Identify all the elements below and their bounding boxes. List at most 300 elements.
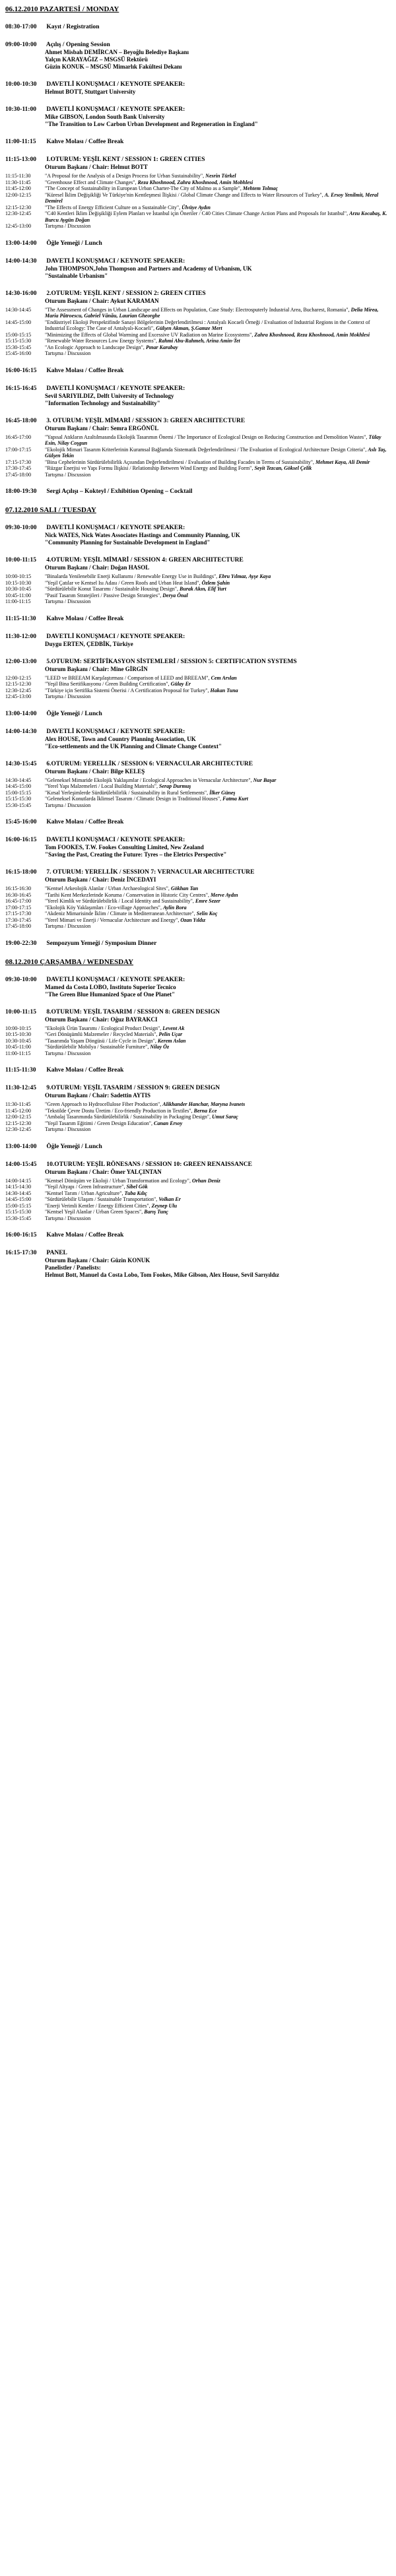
session-chair: Oturum Başkanı / Chair: Mine GİRGİN: [45, 665, 148, 672]
paper-authors: Merve Aydın: [211, 891, 238, 898]
item-heading: [5, 1009, 391, 1016]
item-title: Kayıt / Registration: [46, 24, 100, 30]
session-block: [5, 418, 391, 478]
day-title: 06.12.2010 PAZARTESİ / MONDAY: [5, 5, 119, 13]
item-time: 14:30-16:00: [5, 290, 37, 297]
item-heading: [5, 139, 391, 146]
paper-row: [5, 1108, 391, 1114]
item-time: 09:30-10:00: [5, 525, 37, 531]
paper-title: "LEED ve BREEAM Karşılaştırması / Comparison of LEED and BREEAM",: [45, 674, 211, 681]
paper-time: 15:00-15:15: [5, 331, 32, 338]
paper-authors: Hakan Tuna: [210, 687, 238, 693]
program-item: [5, 1067, 391, 1074]
paper-title: "Ambalaj Tasarımında Sürdürülebilirlik / Sustainability in Packaging Design",: [45, 1114, 213, 1120]
paper-authors: Mehtem Tolmaç: [242, 185, 279, 191]
paper-authors: Nesrin Türkel: [205, 173, 236, 179]
paper-row: [5, 688, 391, 694]
item-time: 16:15-16:45: [5, 385, 37, 392]
item-time: 12:00-13:00: [5, 658, 37, 665]
session-chair: Oturum Başkanı / Chair: Güzin KONUK: [45, 1257, 150, 1264]
paper-time: 15:15-15:30: [5, 1209, 32, 1215]
paper-time: 17:15-17:30: [5, 911, 32, 917]
paper-authors: Nur Başar: [253, 777, 277, 783]
paper-title: "Renewable Water Resources Low Energy Systems",: [45, 338, 158, 344]
paper-row: [5, 693, 391, 700]
speaker-line: John THOMPSON,John Thompson and Partners and Academy of Urbanism, UK: [45, 265, 252, 272]
paper-desc: [45, 465, 391, 472]
paper-title: "Yeşil Altyapı / Green Infrastructure",: [45, 1184, 127, 1190]
session-chair: Oturum Başkanı / Chair: Semra ERGÖNÜL: [45, 424, 159, 432]
paper-authors: Kerem Aslan: [157, 1037, 186, 1044]
paper-desc: [45, 447, 391, 459]
paper-row: [5, 173, 391, 179]
paper-row: [5, 344, 391, 351]
paper-desc: [45, 802, 391, 809]
speaker-line: Ahmet Misbah DEMİRCAN – Beyoğlu Belediye Başkanı: [45, 49, 189, 55]
paper-authors: A. Ersoy Yenilmit, Meral Demirel: [45, 191, 379, 204]
paper-row: [5, 1196, 391, 1203]
day-title: 07.12.2010 SALI / TUESDAY: [5, 506, 96, 514]
item-heading: [5, 869, 391, 876]
item-heading: [5, 711, 391, 718]
program-item: [5, 940, 391, 948]
item-time: 11:00-11:15: [5, 139, 36, 145]
item-time: 14:00-14:30: [5, 257, 37, 265]
item-time: 13:00-14:00: [5, 710, 37, 717]
paper-time: 15:45-16:00: [5, 350, 32, 356]
paper-time: 11:45-12:00: [5, 1107, 31, 1114]
paper-authors: Barış Tunç: [144, 1209, 169, 1215]
paper-title: "Küresel İklim Değişikliği Ve Türkiye'nin Kentleşmesi İlişkisi / Global Climate Change and Effects to Water Resources of Turkey",: [45, 191, 325, 198]
item-title: DAVETLİ KONUŞMACI / KEYNOTE SPEAKER:: [46, 837, 185, 843]
speaker-line: Alex HOUSE, Town and Country Planning Association, UK: [45, 735, 196, 742]
paper-time: 12:00-12:15: [5, 674, 32, 681]
paper-time: 14:30-14:45: [5, 777, 32, 783]
paper-row: [5, 886, 391, 892]
paper-desc: [45, 777, 391, 784]
item-title: DAVETLİ KONUŞMACI / KEYNOTE SPEAKER:: [46, 976, 185, 983]
item-title: I.OTURUM: YEŞİL KENT / SESSION 1: GREEN CITIES: [46, 156, 205, 163]
paper-time: 11:00-11:15: [5, 1050, 31, 1056]
item-heading: [5, 977, 391, 984]
session-chair: Oturum Başkanı / Chair: Helmut BOTT: [45, 164, 148, 170]
item-title: 6.OTURUM: YERELLİK / SESSION 6: VERNACULAR ARCHITECTURE: [46, 760, 253, 767]
paper-time: 10:00-10:15: [5, 573, 32, 579]
paper-desc: [45, 173, 391, 179]
program-item: [5, 240, 391, 247]
program-item: [5, 139, 391, 146]
paper-desc: [45, 593, 391, 599]
paper-title: "Kentsel Arkeolojik Alanlar / Urban Archaeological Sites",: [45, 886, 171, 891]
paper-row: [5, 350, 391, 357]
paper-desc: [45, 434, 391, 447]
paper-desc: [45, 319, 391, 332]
paper-desc: [45, 223, 391, 230]
program-item: [5, 106, 391, 128]
paper-authors: Selin Koç: [196, 911, 218, 917]
paper-title: "The Effects of Energy Efficient Culture on a Sustainable City",: [45, 204, 182, 210]
item-heading: [5, 418, 391, 425]
paper-title: "Bina Cephelerinin Sürdürülebilirlik Açısından Değerlendirilmesi / Evaluation of Building Facades in Terms of Sustainability",: [45, 459, 315, 465]
paper-time: 14:45-15:00: [5, 783, 32, 789]
paper-authors: Seyit Tezcan, Göksel Çelik: [254, 465, 312, 471]
paper-row: [5, 923, 391, 930]
paper-row: [5, 1203, 391, 1209]
item-heading: [5, 761, 391, 768]
paper-time: 17:30-17:45: [5, 465, 32, 471]
paper-row: [5, 434, 391, 447]
paper-desc: [45, 1215, 391, 1222]
paper-authors: Zeynep Ulu: [151, 1202, 178, 1209]
paper-row: [5, 593, 391, 599]
item-time: 18:00-19:30: [5, 488, 37, 495]
paper-title: "Sürdürülebilir Konut Tasarımı / Sustainable Housing Design",: [45, 586, 180, 592]
paper-time: 15:15-15:30: [5, 338, 32, 344]
item-title: 9.OTURUM: YEŞİL TASARIM / SESSION 9: GREEN DESIGN: [46, 1085, 220, 1091]
day-title: 08.12.2010 ÇARŞAMBA / WEDNESDAY: [5, 957, 134, 966]
paper-desc: [45, 681, 391, 688]
item-title: 7. OTURUM: YERELLİK / SESSION 7: VERNACULAR ARCHITECTURE: [46, 869, 255, 876]
paper-row: [5, 1031, 391, 1038]
speaker-line: Güzin KONUK – MSGSÜ Mimarlık Fakültesi Dekanı: [45, 63, 182, 70]
paper-desc: [45, 892, 391, 899]
paper-row: [5, 573, 391, 580]
paper-desc: [45, 332, 391, 338]
program-item: [5, 258, 391, 280]
paper-authors: Mehmet Kaya, Ali Demir: [315, 459, 370, 465]
paper-title: "Yeşil Tasarım Eğitimi / Green Design Education",: [45, 1120, 154, 1126]
speaker-line: Helmut BOTT, Stuttgart University: [45, 88, 136, 95]
speaker-line: Mamed da Costa LOBO, Instituto Superior Tecnico: [45, 983, 176, 990]
paper-time: 17:30-17:45: [5, 917, 32, 923]
paper-title: "Türkiye için Sertifika Sistemi Önerisi / A Certification Proposal for Turkey",: [45, 687, 211, 693]
paper-authors: Umut Saraç: [212, 1114, 238, 1120]
speaker-line: "Sustainable Urbanism": [45, 272, 108, 279]
paper-desc: [45, 1126, 391, 1133]
item-heading: [5, 633, 391, 641]
paper-desc: [45, 1031, 391, 1038]
paper-time: 15:30-15:45: [5, 802, 32, 808]
paper-authors: Sibel Gök: [126, 1184, 148, 1190]
program-item: [5, 24, 391, 31]
item-time: 11:30-12:45: [5, 1085, 36, 1091]
paper-time: 15:30-15:45: [5, 1215, 32, 1221]
paper-time: 12:00-12:15: [5, 191, 32, 198]
paper-authors: Serap Durmuş: [159, 783, 191, 789]
paper-desc: [45, 917, 391, 924]
paper-desc: [45, 886, 391, 892]
paper-time: 17:45-18:00: [5, 471, 32, 478]
paper-row: [5, 586, 391, 593]
session-block: [5, 869, 391, 930]
item-time: 09:30-10:00: [5, 976, 37, 983]
paper-authors: Derya Önal: [162, 592, 188, 598]
paper-authors: Cem Arslan: [211, 674, 237, 681]
item-heading: [5, 837, 391, 844]
session-chair: Oturum Başkanı / Chair: Deniz İNCEDAYI: [45, 876, 156, 883]
program-item: [5, 711, 391, 718]
paper-row: [5, 681, 391, 688]
paper-list: [5, 1101, 391, 1133]
item-time: 11:30-12:00: [5, 633, 36, 640]
item-title: Sergi Açılışı – Kokteyl / Exhibition Opening – Cocktail: [46, 488, 193, 495]
item-title: DAVETLİ KONUŞMACI / KEYNOTE SPEAKER:: [46, 106, 185, 113]
paper-title: "Yerel Kimlik ve Sürdürülebilirlik / Local Identity and Sustainability",: [45, 898, 195, 904]
item-heading: [5, 1161, 391, 1169]
paper-list: [5, 573, 391, 605]
paper-row: [5, 205, 391, 211]
paper-row: [5, 338, 391, 344]
speaker-line: "Community Planning for Sustainable Development in England": [45, 539, 211, 546]
paper-time: 10:30-10:45: [5, 1037, 32, 1044]
paper-time: 12:45-13:00: [5, 223, 32, 229]
paper-desc: [45, 1209, 391, 1215]
item-heading: [5, 290, 391, 298]
paper-time: 14:45-15:00: [5, 1196, 32, 1202]
item-time: 19:00-22:30: [5, 940, 37, 947]
item-time: 14:30-15:45: [5, 760, 37, 767]
paper-title: "Yeşil Bina Sertifikasyonu / Green Building Certification",: [45, 681, 171, 687]
paper-desc: [45, 573, 391, 580]
paper-list: [5, 434, 391, 478]
paper-time: 14:30-14:45: [5, 1190, 32, 1196]
item-heading: [5, 1067, 391, 1074]
program-item: [5, 977, 391, 998]
paper-row: [5, 447, 391, 459]
item-time: 08:30-17:00: [5, 24, 37, 30]
paper-list: [5, 1178, 391, 1222]
paper-row: [5, 1190, 391, 1197]
item-title: Öğle Yemeği / Lunch: [46, 710, 102, 717]
paper-authors: Volkan Er: [158, 1196, 181, 1202]
paper-row: [5, 185, 391, 192]
paper-title: "Geleneksel Konutlarda İklimsel Tasarım / Climatic Design in Traditional Houses",: [45, 796, 223, 802]
paper-title: "Kentsel Dönüşüm ve Ekoloji / Urban Transformation and Ecology",: [45, 1177, 192, 1184]
paper-list: [5, 675, 391, 700]
speaker-line: Helmut Bott, Manuel da Costa Lobo, Tom Fookes, Mike Gibson, Alex House, Sevil Sarıyıldız: [45, 1272, 280, 1278]
paper-row: [5, 179, 391, 186]
item-heading: [5, 659, 391, 666]
item-time: 16:00-16:15: [5, 367, 37, 374]
session-block: [5, 557, 391, 605]
item-heading: [5, 728, 391, 736]
paper-desc: [45, 1203, 391, 1209]
program-item: [5, 81, 391, 96]
item-time: 14:00-15:45: [5, 1161, 37, 1168]
paper-authors: Özlem Şahin: [201, 579, 230, 586]
session-chair: Oturum Başkanı / Chair: Aykut KARAMAN: [45, 297, 159, 304]
paper-list: [5, 307, 391, 357]
paper-desc: [45, 1114, 391, 1120]
paper-authors: Gülay Er: [170, 681, 191, 687]
paper-title: Tartışma / Discussion: [45, 223, 91, 229]
item-title: Kahve Molası / Coffee Break: [46, 1232, 124, 1239]
paper-time: 14:00-14:15: [5, 1177, 32, 1184]
paper-desc: [45, 1184, 391, 1190]
paper-time: 15:30-15:45: [5, 344, 32, 350]
program-item: [5, 616, 391, 623]
paper-row: [5, 1178, 391, 1184]
item-heading: [5, 940, 391, 948]
paper-title: "Enerji Verimli Kentler / Energy Efficient Cities",: [45, 1202, 152, 1209]
paper-row: [5, 459, 391, 466]
item-title: Açılış / Opening Session: [46, 42, 110, 48]
paper-list: [5, 777, 391, 809]
paper-authors: Alikhander Hanchar, Maryna Ivanets: [162, 1101, 246, 1107]
paper-title: "Endüstriyel Ekoloji Perspektifinde Sanayi Bölgelerinin Değerlendirilmesi : Antalyalı Kocaeli Örneği / Evaluation of Industrial Regions in the Context of Industrial Ecology: The Case of Antalyalı-Kocaeli",: [45, 319, 370, 331]
paper-desc: [45, 796, 391, 802]
paper-time: 17:00-17:15: [5, 446, 32, 453]
item-title: DAVETLİ KONUŞMACI / KEYNOTE SPEAKER:: [46, 81, 185, 88]
paper-row: [5, 472, 391, 478]
paper-title: "Tekstilde Çevre Dostu Üretim / Eco-friendly Production in Textiles",: [45, 1107, 194, 1114]
paper-row: [5, 675, 391, 682]
paper-row: [5, 580, 391, 587]
paper-time: 17:00-17:15: [5, 904, 32, 911]
paper-time: 15:00-15:15: [5, 789, 32, 796]
item-time: 13:00-14:00: [5, 1143, 37, 1150]
paper-authors: Delia Mirea, Maria Pătroescu, Gabriel Vânău, Laurian Gheorghe: [45, 306, 379, 319]
paper-authors: Tuba Kılıç: [124, 1190, 148, 1196]
paper-row: [5, 332, 391, 338]
paper-time: 12:00-12:15: [5, 1114, 32, 1120]
paper-authors: Rahmi Abu-Rahmeh, Arina Amin-Tet: [158, 338, 240, 344]
paper-title: "Tasarımda Yaşam Döngüsü / Life Cycle in Design",: [45, 1037, 158, 1044]
paper-row: [5, 223, 391, 230]
speaker-line: Sevil SARIYILDIZ, Delft University of Technology: [45, 392, 174, 399]
program-item: [5, 819, 391, 826]
paper-title: "The Concept of Sustainability in European Urban Charter-The City of Malmo as a Sample",: [45, 185, 243, 191]
session-block: [5, 290, 391, 357]
paper-desc: [45, 905, 391, 911]
paper-title: Tartışma / Discussion: [45, 350, 91, 356]
item-time: 16:15-18:00: [5, 869, 37, 876]
paper-row: [5, 1025, 391, 1032]
item-heading: [5, 1085, 391, 1092]
paper-title: "An Ecologic Approach to Landscape Design",: [45, 344, 146, 350]
item-time: 16:45-18:00: [5, 417, 37, 424]
paper-desc: [45, 580, 391, 587]
item-title: Kahve Molası / Coffee Break: [46, 819, 124, 825]
paper-list: [5, 886, 391, 930]
item-title: Kahve Molası / Coffee Break: [46, 367, 124, 374]
paper-row: [5, 1209, 391, 1215]
paper-authors: Aylin Bora: [162, 904, 187, 911]
paper-title: "C40 Kentleri İklim Değişikliği Eylem Planları ve İstanbul için Öneriler / C40 Cities Climate Change Action Plans and Proposals for Istanbul",: [45, 210, 350, 216]
item-heading: [5, 368, 391, 375]
paper-row: [5, 917, 391, 924]
paper-authors: Pelin Uçar: [158, 1031, 183, 1037]
paper-time: 10:45-11:00: [5, 592, 31, 598]
paper-title: "Tarihi Kent Merkezlerinde Koruma / Conservation in Historic City Centres",: [45, 891, 211, 898]
paper-desc: [45, 1108, 391, 1114]
paper-time: 16:30-16:45: [5, 891, 32, 898]
paper-title: "Minimizing the Effects of Global Warming and Excessive UV Radiation on Marine Ecosystems",: [45, 331, 255, 338]
item-title: DAVETLİ KONUŞMACI / KEYNOTE SPEAKER:: [46, 728, 185, 735]
item-heading: [5, 385, 391, 393]
item-heading: [5, 42, 391, 49]
paper-time: 10:45-11:00: [5, 1044, 31, 1050]
paper-title: "Yeşil Çatılar ve Kentsel Isı Adası / Green Roofs and Urban Heat Island",: [45, 579, 202, 586]
paper-title: "Yerel Yapı Malzemeleri / Local Building Materials",: [45, 783, 160, 789]
paper-title: Tartışma / Discussion: [45, 693, 91, 699]
paper-title: "Ekolojik Ürün Tasarımı / Ecological Product Design",: [45, 1025, 163, 1031]
item-title: DAVETLİ KONUŞMACI / KEYNOTE SPEAKER:: [46, 257, 185, 265]
program-item: [5, 488, 391, 496]
paper-row: [5, 1038, 391, 1045]
item-title: Öğle Yemeği / Lunch: [46, 1143, 102, 1150]
session-block: [5, 1009, 391, 1057]
paper-row: [5, 307, 391, 319]
program-item: [5, 1143, 391, 1151]
paper-time: 11:15-11:30: [5, 173, 31, 179]
paper-row: [5, 796, 391, 802]
program-item: [5, 633, 391, 648]
paper-desc: [45, 192, 391, 205]
paper-title: Tartışma / Discussion: [45, 1126, 91, 1132]
paper-row: [5, 1215, 391, 1222]
speaker-line: Nick WATES, Nick Wates Associates Hastings and Community Planning, UK: [45, 532, 240, 538]
paper-authors: Ebru Yılmaz, Ayşe Kaya: [218, 573, 271, 579]
session-chair: Oturum Başkanı / Chair: Ömer YALÇINTAN: [45, 1168, 162, 1175]
paper-title: "Kırsal Yerleşimlerde Sürdürülebilirlik / Sustainability in Rural Settlements",: [45, 789, 210, 796]
paper-authors: Fatma Kurt: [222, 796, 249, 802]
program-item: [5, 1250, 391, 1279]
paper-row: [5, 1114, 391, 1120]
paper-time: 12:30-12:45: [5, 687, 32, 693]
paper-list: [5, 173, 391, 230]
session-block: [5, 156, 391, 230]
paper-time: 14:15-14:30: [5, 1184, 32, 1190]
paper-desc: [45, 307, 391, 319]
program-item: [5, 728, 391, 750]
speaker-line: "The Green Blue Humanized Space of One Planet": [45, 990, 176, 998]
paper-authors: Arzu Kocabaş, K. Burcu Aygün Doğan: [45, 210, 387, 223]
item-time: 15:45-16:00: [5, 819, 37, 825]
paper-title: Tartışma / Discussion: [45, 1215, 91, 1221]
program-item: [5, 1232, 391, 1239]
paper-authors: Gökhan Tan: [170, 886, 199, 891]
paper-title: "Yerel Mimari ve Enerji / Vernacular Architecture and Energy",: [45, 917, 181, 923]
item-title: 10.OTURUM: YEŞİL RÖNESANS / SESSION 10: GREEN RENAISSANCE: [46, 1161, 253, 1168]
paper-time: 12:15-12:30: [5, 204, 32, 210]
paper-list: [5, 1025, 391, 1057]
item-heading: [5, 258, 391, 265]
item-heading: [5, 819, 391, 826]
item-time: 11:15-11:30: [5, 615, 36, 622]
paper-desc: [45, 790, 391, 796]
paper-title: "Kentsel Yeşil Alanlar / Urban Green Spaces",: [45, 1209, 145, 1215]
session-chair: Oturum Başkanı / Chair: Doğan HASOL: [45, 564, 150, 571]
paper-authors: Canan Ersoy: [154, 1120, 183, 1126]
paper-title: Tartışma / Discussion: [45, 598, 91, 604]
paper-desc: [45, 1050, 391, 1057]
paper-desc: [45, 783, 391, 790]
paper-title: "Yapısal Atıkların Azaltılmasında Ekolojik Tasarımın Önemi / The Importance of Ecological Design on Reducing Construction and Demolition Wastes",: [45, 434, 369, 440]
paper-time: 11:00-11:15: [5, 598, 31, 604]
paper-desc: [45, 185, 391, 192]
paper-desc: [45, 1025, 391, 1032]
session-block: [5, 761, 391, 809]
paper-row: [5, 905, 391, 911]
item-heading: [5, 156, 391, 164]
item-time: 10:30-11:00: [5, 106, 36, 113]
item-heading: [5, 24, 391, 31]
item-title: Kahve Molası / Coffee Break: [46, 139, 124, 145]
paper-row: [5, 1101, 391, 1108]
paper-title: "Greenhouse Effect and Climate Changes",: [45, 179, 138, 185]
paper-authors: Aslı Taş, Gülşen Tekin: [45, 446, 387, 459]
